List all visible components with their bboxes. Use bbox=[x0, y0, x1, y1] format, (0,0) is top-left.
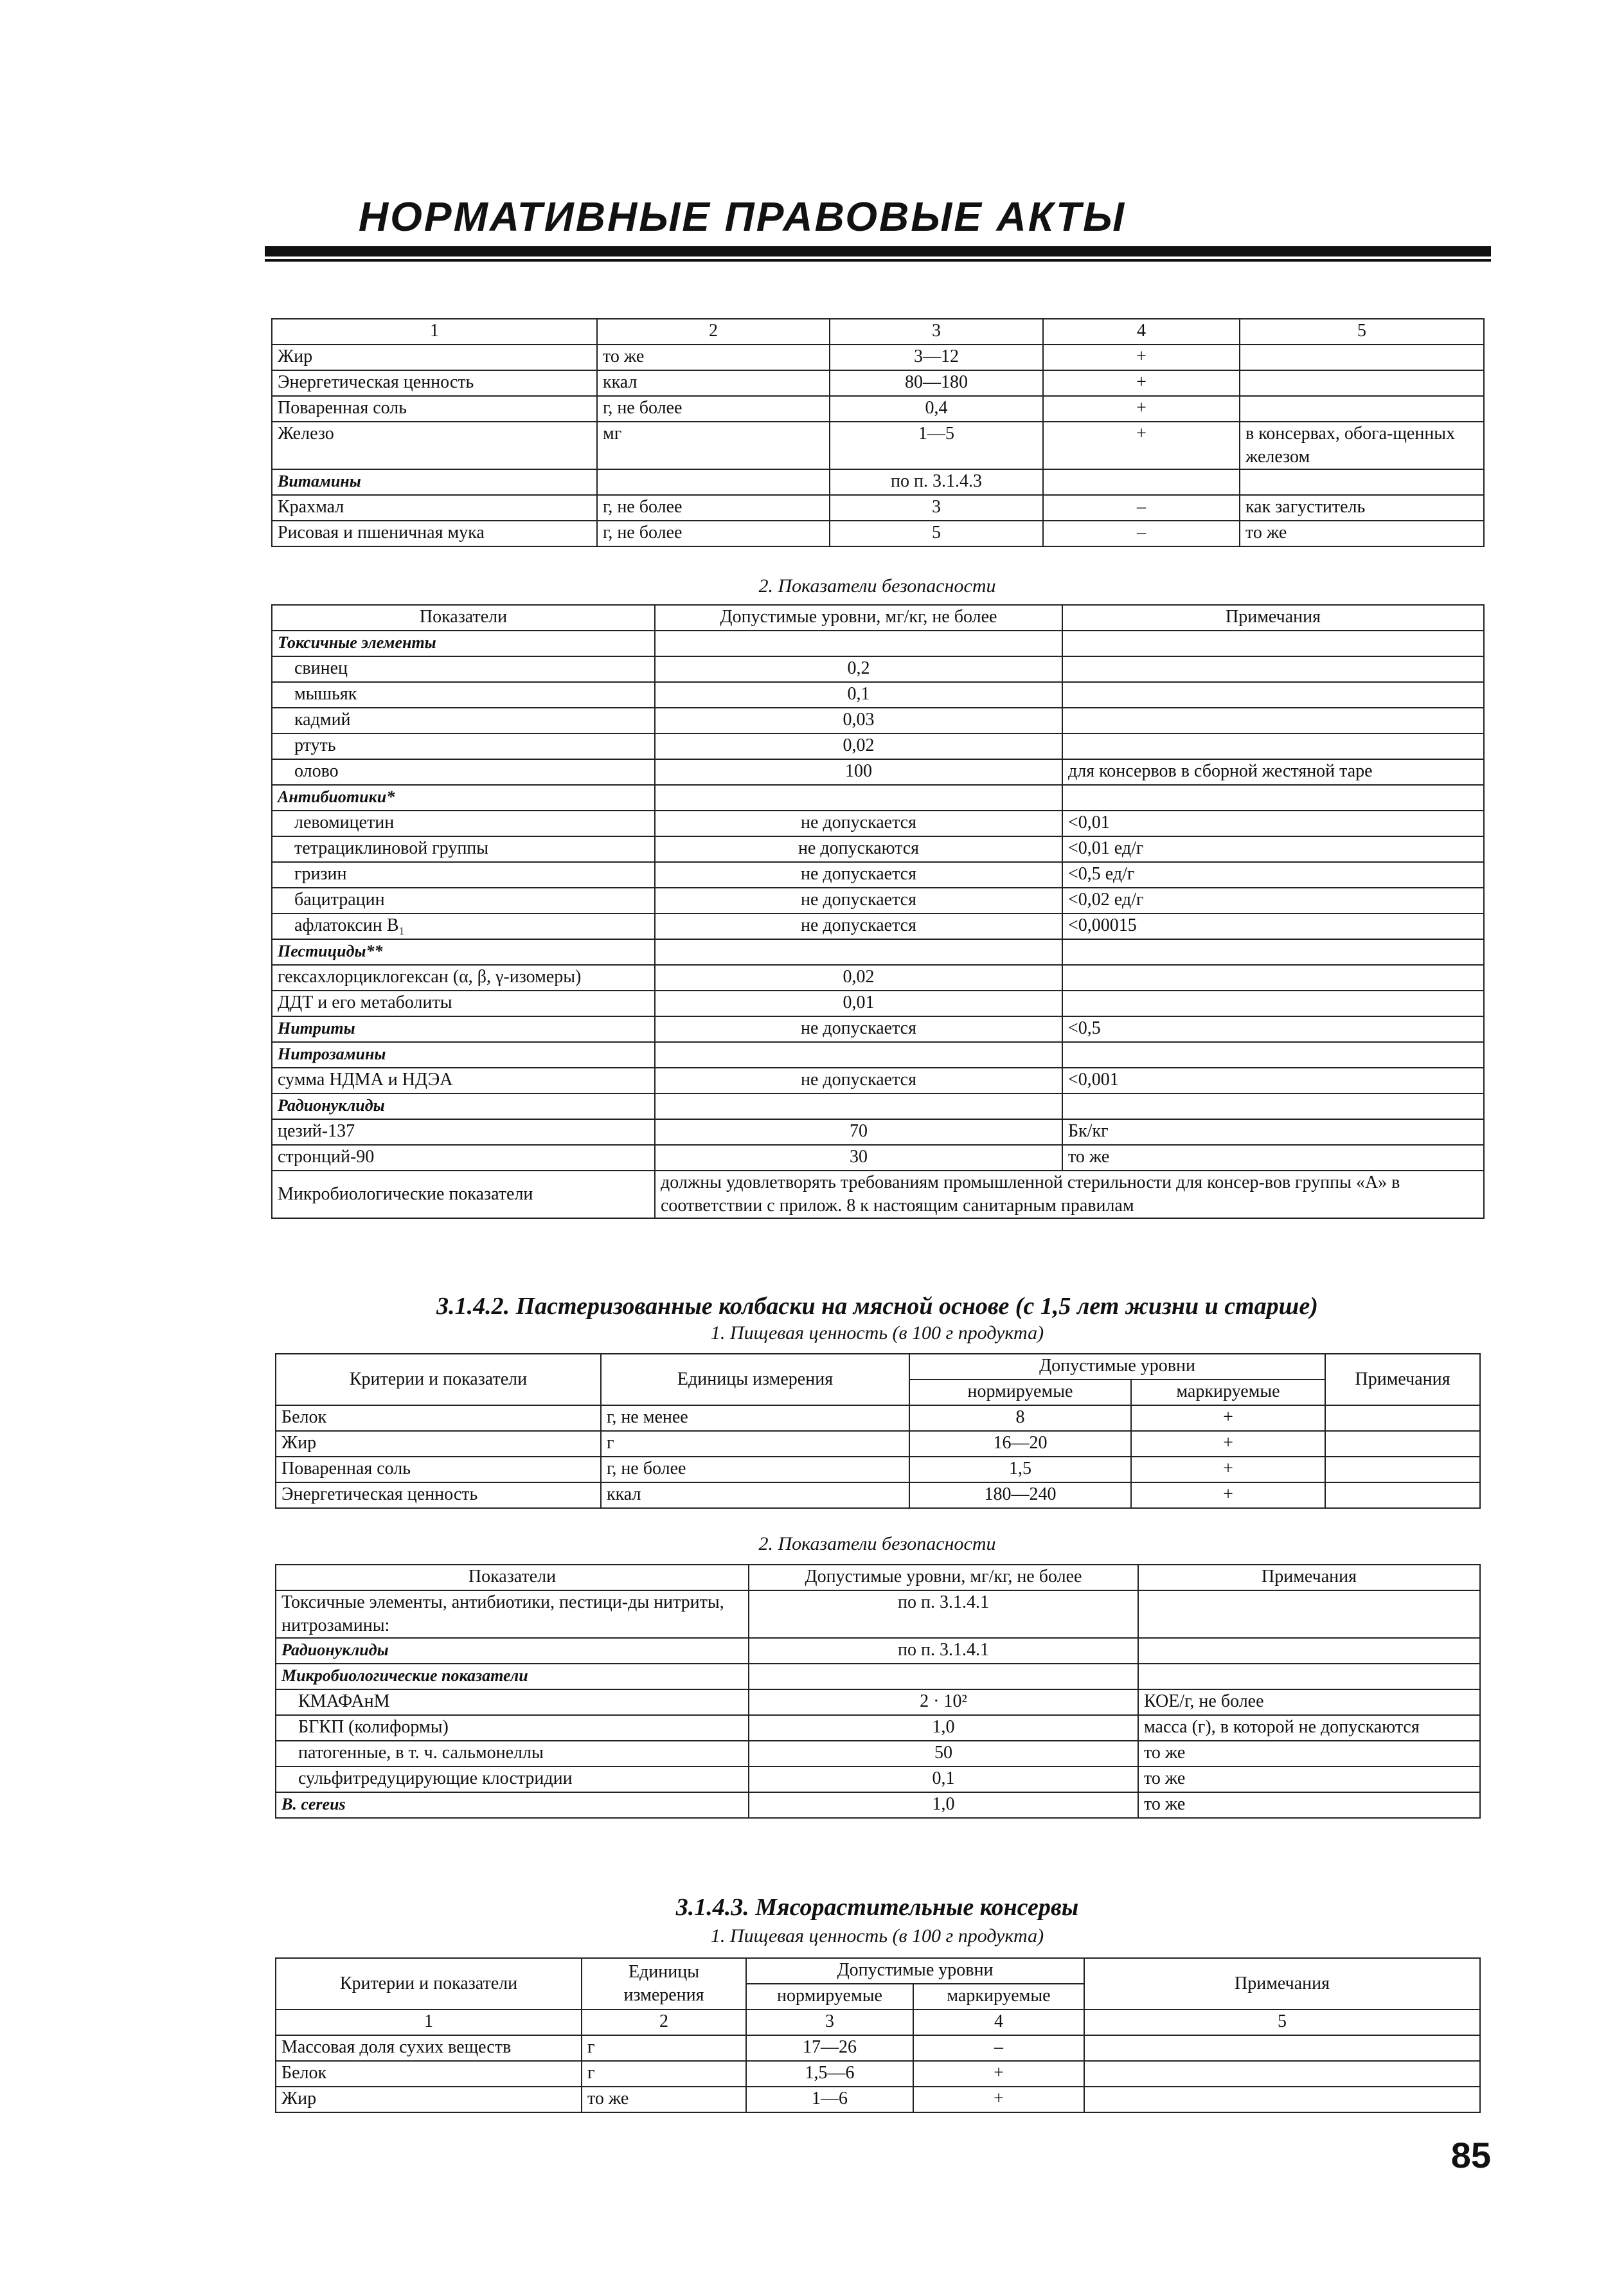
table-cell: тетрациклиновой группы bbox=[272, 836, 655, 862]
table-header-row bbox=[276, 2010, 1480, 2035]
table-row bbox=[272, 1068, 1484, 1093]
table-cell: БГКП (колиформы) bbox=[276, 1715, 749, 1741]
table-cell bbox=[1325, 1457, 1480, 1482]
table-cell: не допускаются bbox=[655, 836, 1062, 862]
caption-safety-indicators-2: 2. Показатели безопасности bbox=[758, 1533, 996, 1554]
table-cell: Примечания bbox=[1138, 1565, 1480, 1590]
table-cell: Нитрозамины bbox=[272, 1042, 655, 1068]
table-cell: 4 bbox=[1043, 319, 1240, 345]
table-row bbox=[272, 370, 1484, 396]
table-row bbox=[276, 1638, 1480, 1664]
sausages-nutrition-table bbox=[275, 1353, 1481, 1509]
table-cell: не допускается bbox=[655, 1068, 1062, 1093]
table-cell: ккал bbox=[601, 1482, 909, 1508]
table-cell bbox=[1325, 1405, 1480, 1431]
table-cell: патогенные, в т. ч. сальмонеллы bbox=[276, 1741, 749, 1767]
table-cell: + bbox=[913, 2061, 1084, 2087]
table-cell bbox=[597, 469, 830, 495]
table-cell: 3 bbox=[830, 495, 1043, 521]
table-cell: – bbox=[913, 2035, 1084, 2061]
table-row bbox=[272, 1016, 1484, 1042]
table-row bbox=[276, 1741, 1480, 1767]
table-cell bbox=[1043, 469, 1240, 495]
table-row bbox=[276, 1664, 1480, 1689]
table-cell: сульфитредуцирующие клостридии bbox=[276, 1767, 749, 1792]
table-cell: <0,001 bbox=[1062, 1068, 1484, 1093]
table-cell bbox=[1325, 1482, 1480, 1508]
table-cell bbox=[1138, 1664, 1480, 1689]
section-title-meat-vegetable-canned: 3.1.4.3. Мясорастительные консервы bbox=[675, 1894, 1079, 1921]
table-cell: то же bbox=[597, 345, 830, 370]
table-cell: 180—240 bbox=[909, 1482, 1131, 1508]
page-number: 85 bbox=[1450, 2135, 1491, 2175]
table-cell: 0,02 bbox=[655, 733, 1062, 759]
table-cell: – bbox=[1043, 495, 1240, 521]
table-cell: Бк/кг bbox=[1062, 1119, 1484, 1145]
table-cell bbox=[1062, 708, 1484, 733]
table-row bbox=[272, 1171, 1484, 1218]
table-cell: Критерии и показатели bbox=[276, 1354, 601, 1405]
table-cell: бацитрацин bbox=[272, 888, 655, 913]
table-cell: 1 bbox=[272, 319, 597, 345]
table-header-row bbox=[276, 1354, 1480, 1380]
table-row bbox=[272, 991, 1484, 1016]
table-cell: 8 bbox=[909, 1405, 1131, 1431]
table-cell: масса (г), в которой не допускаются bbox=[1138, 1715, 1480, 1741]
table-cell: 1—6 bbox=[746, 2087, 913, 2112]
table-row bbox=[276, 2087, 1480, 2112]
table-row bbox=[272, 913, 1484, 939]
caption-nutrition-value: 1. Пищевая ценность (в 100 г продукта) bbox=[710, 1322, 1044, 1344]
table-cell: Допустимые уровни, мг/кг, не более bbox=[749, 1565, 1138, 1590]
page-header-title: НОРМАТИВНЫЕ ПРАВОВЫЕ АКТЫ bbox=[358, 193, 1127, 240]
table-cell: + bbox=[1043, 396, 1240, 422]
table-cell: Допустимые уровни bbox=[746, 1958, 1084, 1984]
table-cell: Энергетическая ценность bbox=[272, 370, 597, 396]
table-cell: г bbox=[582, 2061, 746, 2087]
table-cell: маркируемые bbox=[913, 1984, 1084, 2010]
table-cell bbox=[1138, 1638, 1480, 1664]
table-row bbox=[276, 2061, 1480, 2087]
table-cell: 1 bbox=[276, 2010, 582, 2035]
table-cell bbox=[1240, 345, 1484, 370]
table-row bbox=[272, 862, 1484, 888]
table-cell: 2 · 10² bbox=[749, 1689, 1138, 1715]
table-cell: Радионуклиды bbox=[272, 1093, 655, 1119]
table-row bbox=[272, 888, 1484, 913]
table-row bbox=[276, 1767, 1480, 1792]
table-cell: + bbox=[1043, 345, 1240, 370]
table-cell: Токсичные элементы bbox=[272, 631, 655, 656]
table-cell: Жир bbox=[276, 2087, 582, 2112]
table-header-row bbox=[276, 1958, 1480, 1984]
table-cell bbox=[1062, 1093, 1484, 1119]
caption-safety-indicators: 2. Показатели безопасности bbox=[758, 575, 996, 597]
table-row bbox=[272, 708, 1484, 733]
table-cell: ртуть bbox=[272, 733, 655, 759]
table-cell: то же bbox=[1240, 521, 1484, 546]
table-cell bbox=[1240, 370, 1484, 396]
table-cell: афлатоксин B₁ bbox=[272, 913, 655, 939]
table-header-row bbox=[272, 319, 1484, 345]
table-cell: Пестициды** bbox=[272, 939, 655, 965]
caption-nutrition-value-2: 1. Пищевая ценность (в 100 г продукта) bbox=[710, 1925, 1044, 1947]
table-cell: то же bbox=[1138, 1792, 1480, 1818]
table-cell: нормируемые bbox=[909, 1380, 1131, 1405]
table-cell: Допустимые уровни, мг/кг, не более bbox=[655, 605, 1062, 631]
table-cell: 1—5 bbox=[830, 422, 1043, 469]
table-cell: Железо bbox=[272, 422, 597, 469]
table-cell: + bbox=[1131, 1482, 1325, 1508]
table-cell: Примечания bbox=[1325, 1354, 1480, 1405]
table-cell: 2 bbox=[582, 2010, 746, 2035]
table-cell: г, не менее bbox=[601, 1405, 909, 1431]
table-cell: <0,02 ед/г bbox=[1062, 888, 1484, 913]
table-row bbox=[276, 1457, 1480, 1482]
table-cell: 0,02 bbox=[655, 965, 1062, 991]
table-cell: – bbox=[1043, 521, 1240, 546]
table-header-row bbox=[276, 1565, 1480, 1590]
table-cell bbox=[1062, 1042, 1484, 1068]
table-row bbox=[276, 1792, 1480, 1818]
table-cell: как загуститель bbox=[1240, 495, 1484, 521]
table-cell: 1,0 bbox=[749, 1715, 1138, 1741]
table-cell bbox=[1138, 1590, 1480, 1638]
safety-indicators-table bbox=[271, 604, 1485, 1219]
canned-nutrition-table bbox=[275, 1957, 1481, 2113]
table-cell: нормируемые bbox=[746, 1984, 913, 2010]
table-cell: + bbox=[1131, 1431, 1325, 1457]
table-row bbox=[276, 1482, 1480, 1508]
table-cell: 0,1 bbox=[749, 1767, 1138, 1792]
table-cell: 0,03 bbox=[655, 708, 1062, 733]
table-cell: г, не более bbox=[597, 521, 830, 546]
table-cell bbox=[1062, 631, 1484, 656]
table-cell: кадмий bbox=[272, 708, 655, 733]
table-row bbox=[272, 682, 1484, 708]
table-cell: + bbox=[1131, 1457, 1325, 1482]
table-cell: не допускается bbox=[655, 888, 1062, 913]
table-row bbox=[272, 396, 1484, 422]
table-cell: 5 bbox=[1084, 2010, 1480, 2035]
table-cell bbox=[1084, 2087, 1480, 2112]
table-cell: по п. 3.1.4.1 bbox=[749, 1638, 1138, 1664]
header-rule-thin bbox=[265, 259, 1491, 262]
table-row bbox=[272, 1145, 1484, 1171]
table-cell bbox=[1240, 396, 1484, 422]
table-cell: не допускается bbox=[655, 1016, 1062, 1042]
table-cell: по п. 3.1.4.3 bbox=[830, 469, 1043, 495]
table-cell: не допускается bbox=[655, 913, 1062, 939]
table-cell bbox=[1062, 965, 1484, 991]
table-cell: Поваренная соль bbox=[272, 396, 597, 422]
table-row bbox=[276, 1715, 1480, 1741]
table-row bbox=[276, 2035, 1480, 2061]
table-cell: не допускается bbox=[655, 862, 1062, 888]
table-cell: не допускается bbox=[655, 811, 1062, 836]
table-row bbox=[272, 785, 1484, 811]
table-cell bbox=[1062, 991, 1484, 1016]
table-cell: 0,01 bbox=[655, 991, 1062, 1016]
table-cell: 3—12 bbox=[830, 345, 1043, 370]
table-cell: + bbox=[913, 2087, 1084, 2112]
header-rule bbox=[265, 246, 1491, 256]
table-cell: Нитриты bbox=[272, 1016, 655, 1042]
table-cell: г bbox=[601, 1431, 909, 1457]
table-row bbox=[276, 1590, 1480, 1638]
table-cell bbox=[655, 631, 1062, 656]
table-cell bbox=[1062, 785, 1484, 811]
table-cell: 70 bbox=[655, 1119, 1062, 1145]
table-cell: Допустимые уровни bbox=[909, 1354, 1325, 1380]
table-cell: Примечания bbox=[1062, 605, 1484, 631]
table-cell: сумма НДМА и НДЭА bbox=[272, 1068, 655, 1093]
table-cell: + bbox=[1043, 422, 1240, 469]
table-cell bbox=[655, 785, 1062, 811]
table-cell: должны удовлетворять требованиям промышленной стерильности для консер-вов группы «А» в соответствии с прилож. 8 к настоящим санитарным правилам bbox=[655, 1171, 1484, 1218]
table-row bbox=[272, 469, 1484, 495]
table-cell: 3 bbox=[830, 319, 1043, 345]
table-cell: для консервов в сборной жестяной таре bbox=[1062, 759, 1484, 785]
table-cell bbox=[655, 939, 1062, 965]
table-cell: Единицы измерения bbox=[582, 1958, 746, 2010]
table-row bbox=[272, 965, 1484, 991]
table-cell: Примечания bbox=[1084, 1958, 1480, 2010]
table-cell bbox=[1084, 2035, 1480, 2061]
table-cell: то же bbox=[1138, 1767, 1480, 1792]
table-cell: <0,5 bbox=[1062, 1016, 1484, 1042]
table-cell bbox=[749, 1664, 1138, 1689]
table-row bbox=[272, 939, 1484, 965]
table-header-row bbox=[272, 605, 1484, 631]
table-cell: 100 bbox=[655, 759, 1062, 785]
table-cell: Витамины bbox=[272, 469, 597, 495]
table-cell: Критерии и показатели bbox=[276, 1958, 582, 2010]
table-cell: <0,01 ед/г bbox=[1062, 836, 1484, 862]
table-row bbox=[272, 521, 1484, 546]
table-cell: Жир bbox=[272, 345, 597, 370]
table-row bbox=[272, 1093, 1484, 1119]
table-cell: ДДТ и его метаболиты bbox=[272, 991, 655, 1016]
table-cell: Белок bbox=[276, 1405, 601, 1431]
table-cell: Белок bbox=[276, 2061, 582, 2087]
table-cell bbox=[1062, 733, 1484, 759]
table-row bbox=[272, 759, 1484, 785]
table-cell: <0,01 bbox=[1062, 811, 1484, 836]
table-cell: + bbox=[1043, 370, 1240, 396]
table-row bbox=[272, 345, 1484, 370]
table-cell: 50 bbox=[749, 1741, 1138, 1767]
table-cell: 16—20 bbox=[909, 1431, 1131, 1457]
table-cell: левомицетин bbox=[272, 811, 655, 836]
table-cell: КОЕ/г, не более bbox=[1138, 1689, 1480, 1715]
table-cell: гризин bbox=[272, 862, 655, 888]
table-row bbox=[272, 656, 1484, 682]
table-cell: B. cereus bbox=[276, 1792, 749, 1818]
table-row bbox=[272, 631, 1484, 656]
table-cell: + bbox=[1131, 1405, 1325, 1431]
table-cell: 0,4 bbox=[830, 396, 1043, 422]
table-cell: маркируемые bbox=[1131, 1380, 1325, 1405]
table-row bbox=[272, 811, 1484, 836]
table-cell bbox=[655, 1042, 1062, 1068]
table-cell: 30 bbox=[655, 1145, 1062, 1171]
table-row bbox=[272, 1119, 1484, 1145]
table-cell bbox=[1062, 682, 1484, 708]
table-cell: Единицы измерения bbox=[601, 1354, 909, 1405]
table-cell: Микробиологические показатели bbox=[272, 1171, 655, 1218]
table-cell: 1,0 bbox=[749, 1792, 1138, 1818]
table-cell: 5 bbox=[830, 521, 1043, 546]
table-cell bbox=[1062, 939, 1484, 965]
section-title-pasteurized-sausages: 3.1.4.2. Пастеризованные колбаски на мясной основе (с 1,5 лет жизни и старше) bbox=[436, 1293, 1318, 1320]
table-cell: Антибиотики* bbox=[272, 785, 655, 811]
table-cell: Жир bbox=[276, 1431, 601, 1457]
sausages-safety-table bbox=[275, 1564, 1481, 1819]
table-cell: 1,5 bbox=[909, 1457, 1131, 1482]
table-row bbox=[272, 495, 1484, 521]
table-cell: 0,1 bbox=[655, 682, 1062, 708]
table-row bbox=[272, 1042, 1484, 1068]
table-cell: Крахмал bbox=[272, 495, 597, 521]
table-cell: то же bbox=[1062, 1145, 1484, 1171]
table-row bbox=[276, 1431, 1480, 1457]
table-cell: 4 bbox=[913, 2010, 1084, 2035]
table-cell bbox=[1084, 2061, 1480, 2087]
table-cell: стронций-90 bbox=[272, 1145, 655, 1171]
table-cell: <0,5 ед/г bbox=[1062, 862, 1484, 888]
table-cell bbox=[655, 1093, 1062, 1119]
table-cell: цезий-137 bbox=[272, 1119, 655, 1145]
table-cell bbox=[1062, 656, 1484, 682]
table-cell bbox=[1325, 1431, 1480, 1457]
table-cell: <0,00015 bbox=[1062, 913, 1484, 939]
table-cell: по п. 3.1.4.1 bbox=[749, 1590, 1138, 1638]
table-cell: г, не более bbox=[601, 1457, 909, 1482]
table-cell: Массовая доля сухих веществ bbox=[276, 2035, 582, 2061]
table-cell: 5 bbox=[1240, 319, 1484, 345]
table-cell: Радионуклиды bbox=[276, 1638, 749, 1664]
table-cell: 17—26 bbox=[746, 2035, 913, 2061]
table-cell: олово bbox=[272, 759, 655, 785]
table-cell: Поваренная соль bbox=[276, 1457, 601, 1482]
table-cell: свинец bbox=[272, 656, 655, 682]
table-cell: 2 bbox=[597, 319, 830, 345]
nutrition-table-continued bbox=[271, 318, 1485, 547]
table-cell: в консервах, обога-щенных железом bbox=[1240, 422, 1484, 469]
table-row bbox=[272, 836, 1484, 862]
table-cell: Микробиологические показатели bbox=[276, 1664, 749, 1689]
table-cell: ккал bbox=[597, 370, 830, 396]
table-cell: г, не более bbox=[597, 396, 830, 422]
table-cell: КМАФАнМ bbox=[276, 1689, 749, 1715]
table-cell: то же bbox=[582, 2087, 746, 2112]
table-cell: 3 bbox=[746, 2010, 913, 2035]
table-cell: мг bbox=[597, 422, 830, 469]
table-cell: мышьяк bbox=[272, 682, 655, 708]
table-cell: 80—180 bbox=[830, 370, 1043, 396]
table-cell: гексахлорциклогексан (α, β, γ-изомеры) bbox=[272, 965, 655, 991]
table-cell: Токсичные элементы, антибиотики, пестици-ды нитриты, нитрозамины: bbox=[276, 1590, 749, 1638]
table-cell: Показатели bbox=[276, 1565, 749, 1590]
table-row bbox=[272, 733, 1484, 759]
table-cell bbox=[1240, 469, 1484, 495]
table-cell: Энергетическая ценность bbox=[276, 1482, 601, 1508]
table-cell: Рисовая и пшеничная мука bbox=[272, 521, 597, 546]
table-row bbox=[276, 1689, 1480, 1715]
table-cell: 1,5—6 bbox=[746, 2061, 913, 2087]
table-cell: то же bbox=[1138, 1741, 1480, 1767]
table-cell: Показатели bbox=[272, 605, 655, 631]
table-cell: г, не более bbox=[597, 495, 830, 521]
table-cell: г bbox=[582, 2035, 746, 2061]
table-row bbox=[276, 1405, 1480, 1431]
table-cell: 0,2 bbox=[655, 656, 1062, 682]
table-row bbox=[272, 422, 1484, 469]
